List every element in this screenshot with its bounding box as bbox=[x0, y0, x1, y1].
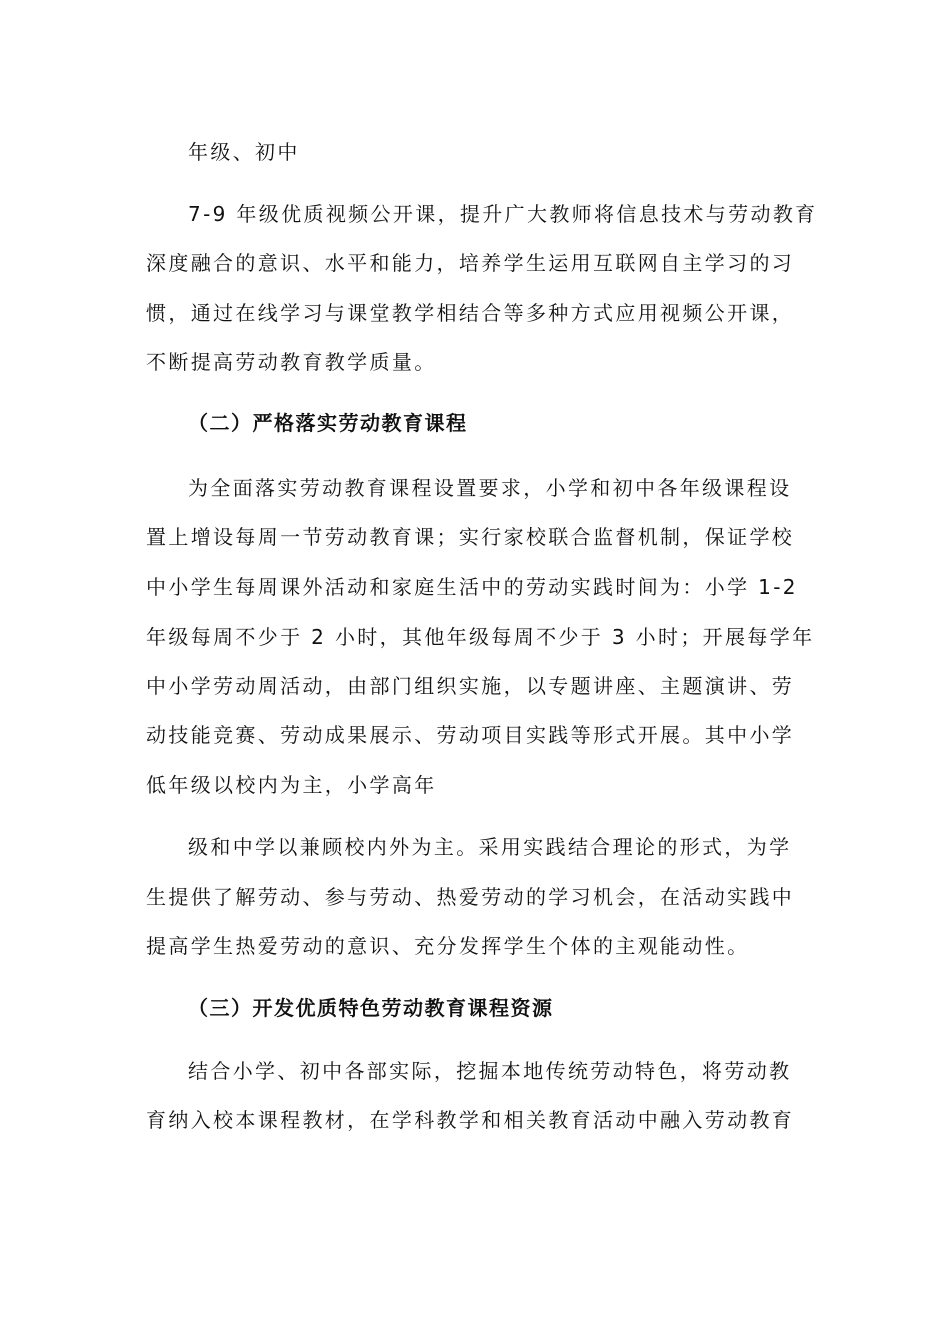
text-line: 中小学生每周课外活动和家庭生活中的劳动实践时间为：小学 1-2 bbox=[146, 575, 798, 599]
text-line: 级和中学以兼顾校内外为主。采用实践结合理论的形式，为学 bbox=[188, 835, 792, 859]
text-line: 不断提高劳动教育教学质量。 bbox=[146, 350, 437, 374]
text-line: 提高学生热爱劳动的意识、充分发挥学生个体的主观能动性。 bbox=[146, 934, 750, 958]
text-line: 惯，通过在线学习与课堂教学相结合等多种方式应用视频公开课， bbox=[146, 301, 795, 325]
text-line: 动技能竞赛、劳动成果展示、劳动项目实践等形式开展。其中小学 bbox=[146, 723, 795, 747]
text-line: 年级每周不少于 2 小时，其他年级每周不少于 3 小时；开展每学年 bbox=[146, 625, 815, 649]
text-line: 深度融合的意识、水平和能力，培养学生运用互联网自主学习的习 bbox=[146, 251, 795, 275]
text-line: 置上增设每周一节劳动教育课；实行家校联合监督机制，保证学校 bbox=[146, 525, 795, 549]
text-line: 生提供了解劳动、参与劳动、热爱劳动的学习机会，在活动实践中 bbox=[146, 885, 795, 909]
text-line: 中小学劳动周活动，由部门组织实施，以专题讲座、主题演讲、劳 bbox=[146, 674, 795, 698]
text-line: 低年级以校内为主，小学高年 bbox=[146, 773, 437, 797]
section-heading: （三）开发优质特色劳动教育课程资源 bbox=[188, 996, 554, 1020]
section-heading: （二）严格落实劳动教育课程 bbox=[188, 411, 468, 435]
text-line: 7-9 年级优质视频公开课，提升广大教师将信息技术与劳动教育 bbox=[188, 202, 818, 226]
text-line: 结合小学、初中各部实际，挖掘本地传统劳动特色，将劳动教 bbox=[188, 1059, 792, 1083]
text-line: 为全面落实劳动教育课程设置要求，小学和初中各年级课程设 bbox=[188, 476, 792, 500]
text-line: 年级、初中 bbox=[188, 140, 300, 164]
text-line: 育纳入校本课程教材，在学科教学和相关教育活动中融入劳动教育 bbox=[146, 1108, 795, 1132]
